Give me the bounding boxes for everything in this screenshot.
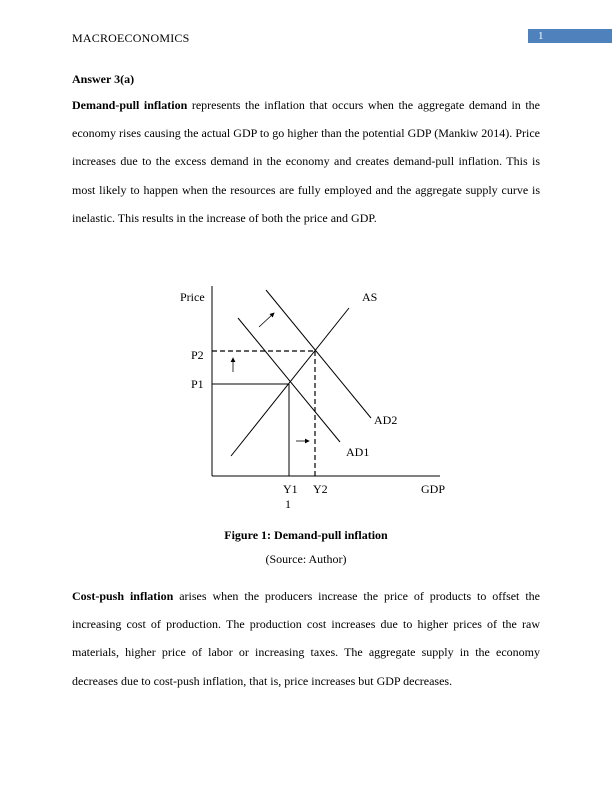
page-number-badge: 1 xyxy=(528,29,612,43)
shift-arrow-diagonal xyxy=(259,313,274,327)
as-curve-label: AS xyxy=(362,290,378,304)
answer-heading: Answer 3(a) xyxy=(72,72,135,86)
cost-push-text: arises when the producers increase the price of products to offset the increasing cost of production. The production cost increases due to higher prices of the raw materials, higher price of labor or increasing taxes. The aggregate supply in the economy decreases due to cost-push inflation, that is, price increases but GDP decreases. xyxy=(72,589,540,688)
price-axis-label: Price xyxy=(180,290,205,304)
figure-caption: Figure 1: Demand-pull inflation xyxy=(224,528,388,542)
running-header-title: MACROECONOMICS xyxy=(72,31,190,45)
ad2-curve-label: AD2 xyxy=(374,413,398,427)
p2-label: P2 xyxy=(191,348,204,362)
cost-push-term: Cost-push inflation xyxy=(72,589,174,603)
demand-pull-figure xyxy=(0,280,612,520)
demand-pull-paragraph xyxy=(72,91,540,232)
ad2-curve xyxy=(266,290,371,418)
gdp-axis-label: GDP xyxy=(421,482,446,496)
y2-label: Y2 xyxy=(313,482,328,496)
demand-pull-text: represents the inflation that occurs when the aggregate demand in the economy rises causing the actual GDP to go higher than the potential GDP (Mankiw 2014). Price increases due to the excess demand in the economy and creates demand-pull inflation. This is most likely to happen when the resources are fully employed and the aggregate supply curve is inelastic. This results in the increase of both the price and GDP. xyxy=(72,98,540,225)
y1-label-second-line: 1 xyxy=(285,497,291,511)
y1-label: Y1 xyxy=(283,482,298,496)
demand-pull-diagram xyxy=(0,280,612,520)
figure-source: (Source: Author) xyxy=(265,552,347,566)
demand-pull-term: Demand-pull inflation xyxy=(72,98,188,112)
p1-label: P1 xyxy=(191,377,204,391)
cost-push-paragraph xyxy=(72,582,540,695)
ad1-curve-label: AD1 xyxy=(346,445,370,459)
